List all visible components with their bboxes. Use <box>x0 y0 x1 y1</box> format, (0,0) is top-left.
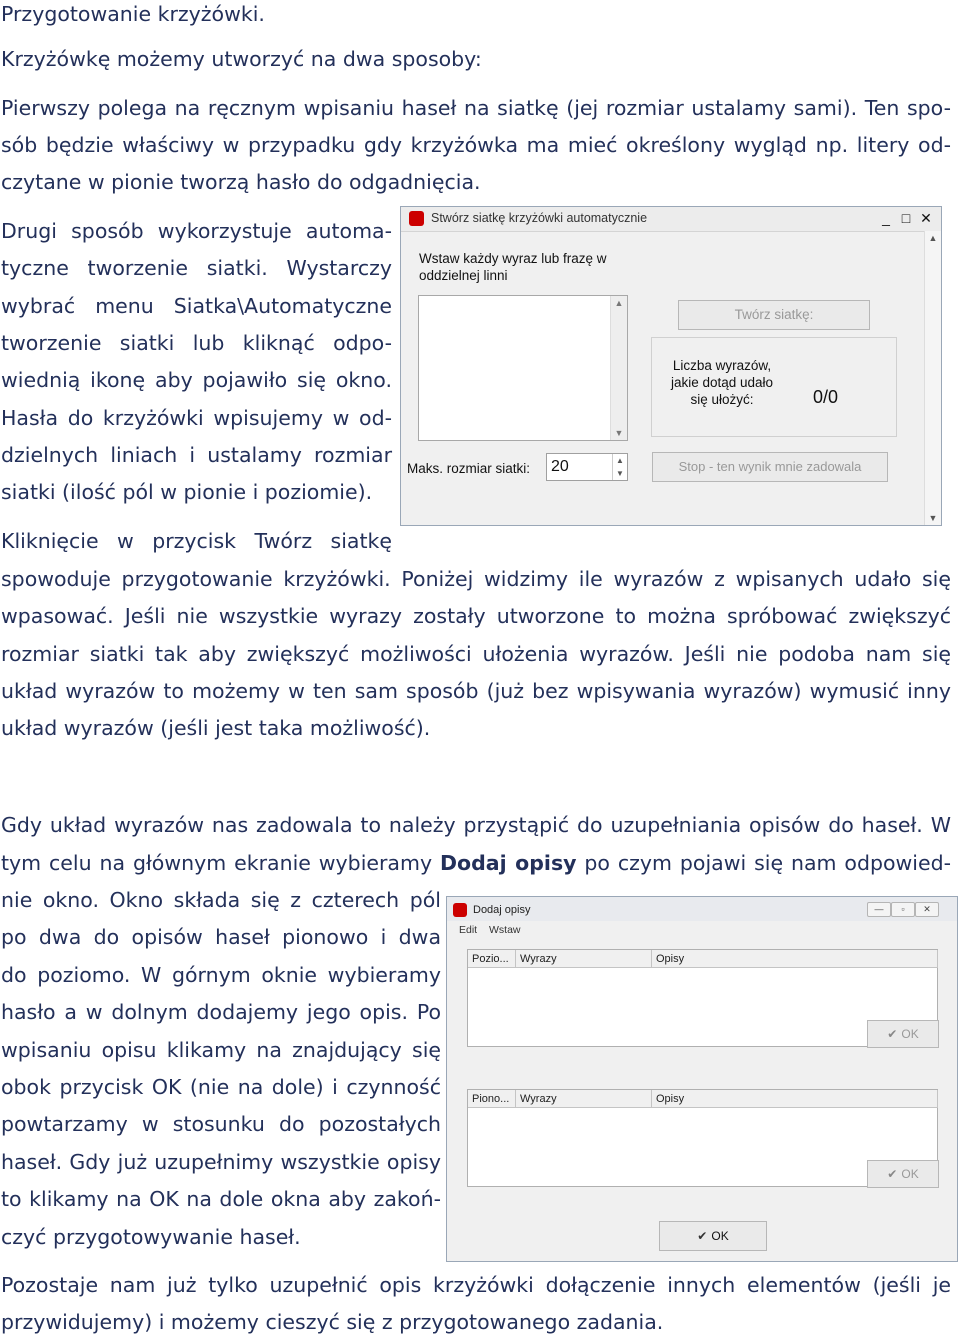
scroll-up-icon[interactable]: ▲ <box>928 233 938 243</box>
column-header[interactable]: Opisy <box>652 950 938 968</box>
window-titlebar <box>447 897 957 921</box>
app-icon <box>409 211 424 226</box>
paragraph-line: to klikamy na OK na dole okna aby zakoń- <box>1 1187 441 1211</box>
max-size-value: 20 <box>551 458 569 475</box>
dodaj-opisy-emphasis: Dodaj opisy <box>440 851 577 875</box>
paragraph-line: przywidujemy) i możemy cieszyć się z przygotowanego zadania. <box>1 1310 664 1334</box>
check-icon: ✔ <box>697 1229 708 1243</box>
maximize-icon[interactable]: ▫ <box>891 902 915 917</box>
heading: Przygotowanie krzyżówki. <box>1 2 265 26</box>
paragraph-line: powtarzamy w stosunku do pozostałych <box>1 1112 441 1136</box>
stop-button[interactable] <box>652 452 888 482</box>
column-header[interactable]: Piono... <box>468 1090 516 1108</box>
paragraph-line: sób będzie właściwy w przypadku gdy krzyżówka ma mieć określony wygląd np. litery od- <box>1 133 951 157</box>
paragraph-line: Kliknięcie w przycisk Twórz siatkę <box>1 529 392 553</box>
paragraph-line: tyczne tworzenie siatki. Wystarczy <box>1 256 392 280</box>
words-instruction-label: Wstaw każdy wyraz lub frazę w oddzielnej linni <box>419 251 607 283</box>
column-header[interactable]: Pozio... <box>468 950 516 968</box>
paragraph-line: dzielnych liniach i ustalamy rozmiar <box>1 443 392 467</box>
paragraph-line: rozmiar siatki tak aby zwiększyć możliwości ułożenia wyrazów. Jeśli nie podoba nam się <box>1 642 951 666</box>
words-textarea[interactable] <box>418 295 628 441</box>
paragraph-line: wpisaniu opisu klikamy na znajdujący się <box>1 1038 441 1062</box>
paragraph-line: układ wyrazów (jeśli jest taka możliwość). <box>1 716 431 740</box>
paragraph-line: nie okno. Okno składa się z czterech pól <box>1 888 441 912</box>
menubar <box>447 923 957 939</box>
close-icon[interactable]: ✕ <box>920 210 932 226</box>
ok-finish-button[interactable] <box>659 1221 767 1251</box>
paragraph-line: do poziomo. W górnym oknie wybieramy <box>1 963 441 987</box>
paragraph-line: Pozostaje nam już tylko uzupełnić opis krzyżówki dołączenie innych elementów (jeśli je <box>1 1273 951 1297</box>
paragraph-line: obok przycisk OK (nie na dole) i czynność <box>1 1075 441 1099</box>
app-icon <box>453 903 467 917</box>
paragraph-line: czytane w pionie tworzą hasło do odgadnięcia. <box>1 170 481 194</box>
scroll-up-icon[interactable]: ▲ <box>614 298 624 308</box>
create-grid-button[interactable] <box>678 300 870 330</box>
stepper-arrows-icon[interactable]: ▲ ▼ <box>612 454 627 480</box>
paragraph-line: siatki (ilość pól w pionie i poziomie). <box>1 480 373 504</box>
paragraph-line: spowoduje przygotowanie krzyżówki. Poniżej widzimy ile wyrazów z wpisanych udało się <box>1 567 951 591</box>
paragraph-line: Hasła do krzyżówki wpisujemy w od- <box>1 406 392 430</box>
ok-label: OK <box>711 1229 729 1243</box>
paragraph-line: wpasować. Jeśli nie wszystkie wyrazy zostały utworzone to można spróbować zwiększyć <box>1 604 951 628</box>
paragraph-line: Krzyżówkę możemy utworzyć na dwa sposoby: <box>1 47 482 71</box>
text-span: po czym pojawi się nam odpowied- <box>576 851 951 875</box>
textarea-scrollbar[interactable] <box>610 296 627 440</box>
create-label: Twórz siatkę: <box>734 307 814 322</box>
max-size-label: Maks. rozmiar siatki: <box>407 461 531 476</box>
paragraph-line <box>1 851 951 875</box>
paragraph-line: czyć przygotowywanie haseł. <box>1 1225 301 1249</box>
window-title: Stwórz siatkę krzyżówki automatycznie <box>431 211 648 225</box>
text-span: tym celu na głównym ekranie wybieramy <box>1 851 440 875</box>
check-icon: ✔ <box>887 1167 898 1181</box>
menu-edit[interactable]: Edit <box>459 924 478 936</box>
ok-horizontal-button[interactable] <box>867 1020 939 1048</box>
minimize-icon[interactable]: — <box>867 902 891 917</box>
ok-vertical-button[interactable] <box>867 1160 939 1188</box>
window-titlebar <box>401 207 941 232</box>
max-size-stepper[interactable] <box>546 453 628 481</box>
column-header[interactable]: Wyrazy <box>516 950 652 968</box>
paragraph-line: Pierwszy polega na ręcznym wpisaniu haseł na siatkę (jej rozmiar ustalamy sami). Ten spo- <box>1 96 951 120</box>
paragraph-line: hasło a w dolnym dodajemy jego opis. Po <box>1 1000 441 1024</box>
scroll-down-icon[interactable]: ▼ <box>928 513 938 523</box>
paragraph-line: wiednią ikonę aby pojawiło się okno. <box>1 368 392 392</box>
ok-label: OK <box>901 1027 919 1041</box>
paragraph-line: Drugi sposób wykorzystuje automa- <box>1 219 392 243</box>
column-header[interactable]: Opisy <box>652 1090 938 1108</box>
paragraph-line: Gdy układ wyrazów nas zadowala to należy przystąpić do uzupełniania opisów do haseł. W <box>1 813 951 837</box>
window-title: Dodaj opisy <box>473 904 531 916</box>
close-icon[interactable]: ✕ <box>915 902 939 917</box>
paragraph-line: układ wyrazów to możemy w ten sam sposób (już bez wpisywania wyrazów) wymusić inny <box>1 679 951 703</box>
scroll-down-icon[interactable]: ▼ <box>614 428 624 438</box>
minimize-icon[interactable]: _ <box>882 210 890 226</box>
stop-label: Stop - ten wynik mnie zadowala <box>678 459 862 474</box>
menu-wstaw[interactable]: Wstaw <box>489 924 521 936</box>
ok-label: OK <box>901 1167 919 1181</box>
paragraph-line: tworzenie siatki lub kliknąć odpo- <box>1 331 392 355</box>
paragraph-line: wybrać menu Siatka\Automatyczne <box>1 294 392 318</box>
window-scrollbar[interactable] <box>924 231 941 525</box>
check-icon: ✔ <box>887 1027 898 1041</box>
column-header[interactable]: Wyrazy <box>516 1090 652 1108</box>
maximize-icon[interactable]: □ <box>901 210 911 226</box>
add-descriptions-window <box>446 896 958 1262</box>
auto-grid-window <box>400 206 942 526</box>
word-count-label: Liczba wyrazów, jakie dotąd udało się ułożyć: <box>670 358 774 407</box>
paragraph-line: po dwa do opisów haseł pionowo i dwa <box>1 925 441 949</box>
paragraph-line: haseł. Gdy już uzupełnimy wszystkie opisy <box>1 1150 441 1174</box>
word-count-value: 0/0 <box>813 387 839 407</box>
